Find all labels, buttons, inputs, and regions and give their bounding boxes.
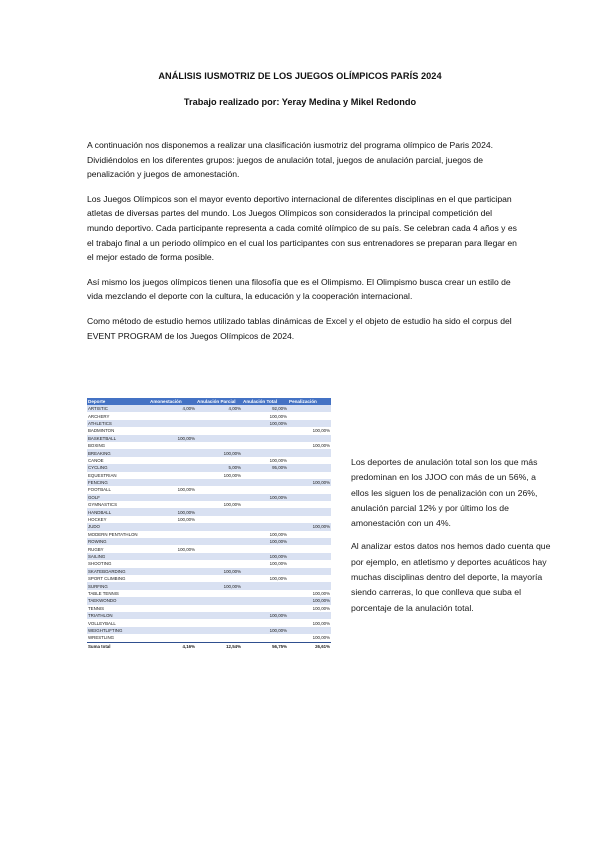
percentage-cell: 100,00% bbox=[288, 479, 331, 486]
intro-body bbox=[87, 138, 519, 353]
sport-name-cell: TENNIS bbox=[88, 605, 105, 611]
percentage-cell bbox=[288, 575, 331, 582]
percentage-cell bbox=[196, 634, 242, 642]
table-row bbox=[87, 494, 331, 501]
table-row bbox=[87, 405, 331, 412]
paragraph-analysis: Al analizar estos datos nos hemos dado cuenta que por ejemplo, en atletismo y deportes acuáticos hay muchas disciplinas dentro del deporte, la mayoría siendo carreras, lo que conlleva que suba el porcentaje de la anulación total. bbox=[351, 541, 551, 613]
percentage-cell bbox=[288, 449, 331, 456]
percentage-cell bbox=[149, 627, 196, 634]
header-anulacion-parcial: Anulación Parcial bbox=[196, 398, 242, 405]
sport-name-cell: FOOTBALL bbox=[88, 487, 111, 493]
sport-name-cell: SAILING bbox=[87, 553, 149, 560]
percentage-cell bbox=[242, 619, 288, 626]
percentage-cell: 100,00% bbox=[269, 576, 287, 582]
table-row bbox=[87, 568, 331, 575]
percentage-cell bbox=[242, 597, 288, 604]
percentage-cell bbox=[288, 612, 331, 619]
sport-name-cell: SHOOTING bbox=[88, 561, 112, 567]
sport-name-cell: BASKETBALL bbox=[87, 435, 149, 442]
percentage-cell: 100,00% bbox=[288, 597, 331, 604]
percentage-cell bbox=[242, 590, 288, 597]
percentage-cell bbox=[149, 560, 196, 567]
percentage-cell bbox=[196, 627, 242, 634]
sport-name-cell: CANOE bbox=[88, 457, 104, 463]
percentage-cell bbox=[196, 457, 242, 464]
percentage-cell: 100,00% bbox=[196, 568, 242, 575]
percentage-cell bbox=[288, 464, 331, 471]
percentage-cell: 100,00% bbox=[288, 523, 331, 530]
percentage-cell: 100,00% bbox=[223, 472, 241, 478]
table-row bbox=[87, 427, 331, 434]
percentage-cell bbox=[242, 479, 288, 486]
percentage-cell bbox=[288, 508, 331, 515]
percentage-cell bbox=[149, 634, 196, 642]
percentage-cell bbox=[149, 479, 196, 486]
table-row bbox=[87, 508, 331, 515]
percentage-cell bbox=[196, 590, 242, 597]
total-amonestacion: 4,16% bbox=[149, 642, 196, 650]
percentage-cell bbox=[288, 420, 331, 427]
percentage-cell bbox=[149, 568, 196, 575]
sport-name-cell: WEIGHTLIFTING bbox=[87, 627, 149, 634]
total-label: Suma total bbox=[87, 642, 149, 650]
total-penalizacion: 26,61% bbox=[288, 642, 331, 650]
percentage-cell bbox=[288, 457, 331, 464]
percentage-cell bbox=[196, 508, 242, 515]
percentage-cell: 4,00% bbox=[196, 405, 242, 412]
table-row bbox=[87, 435, 331, 442]
sport-name-cell: SPORT CLIMBING bbox=[88, 576, 126, 582]
document-title: ANÁLISIS IUSMOTRIZ DE LOS JUEGOS OLÍMPICOS PARÍS 2024 bbox=[158, 71, 442, 81]
percentage-cell bbox=[196, 575, 242, 582]
percentage-cell bbox=[288, 516, 331, 523]
sport-name-cell: HANDBALL bbox=[87, 508, 149, 515]
percentage-cell bbox=[242, 634, 288, 642]
table-row bbox=[87, 464, 331, 471]
percentage-cell: 100,00% bbox=[242, 494, 288, 501]
percentage-cell: 100,00% bbox=[196, 582, 242, 589]
table-row bbox=[87, 516, 331, 523]
percentage-cell bbox=[196, 412, 242, 419]
percentage-cell bbox=[196, 612, 242, 619]
percentage-cell bbox=[288, 545, 331, 552]
percentage-cell bbox=[149, 457, 196, 464]
table-row bbox=[87, 634, 331, 642]
percentage-cell bbox=[149, 619, 196, 626]
percentage-cell bbox=[196, 427, 242, 434]
percentage-cell: 100,00% bbox=[242, 420, 288, 427]
header-anulacion-total: Anulación Total bbox=[242, 398, 288, 405]
percentage-cell: 100,00% bbox=[269, 457, 287, 463]
sport-name-cell: ROWING bbox=[87, 538, 149, 545]
percentage-cell: 100,00% bbox=[312, 635, 330, 641]
percentage-cell bbox=[149, 538, 196, 545]
table-row bbox=[87, 605, 331, 612]
sport-name-cell: VOLLEYBALL bbox=[88, 620, 116, 626]
analysis-text bbox=[351, 455, 556, 624]
table-row bbox=[87, 619, 331, 626]
percentage-cell bbox=[242, 582, 288, 589]
percentage-cell: 100,00% bbox=[149, 508, 196, 515]
percentage-cell bbox=[242, 449, 288, 456]
table-row bbox=[87, 582, 331, 589]
sport-name-cell: MODERN PENTATHLON bbox=[88, 531, 138, 537]
table-row bbox=[87, 590, 331, 597]
table-row bbox=[87, 545, 331, 552]
sport-name-cell: TABLE TENNIS bbox=[88, 590, 119, 596]
sport-name-cell: BREAKING bbox=[87, 449, 149, 456]
sport-name-cell: TAEKWONDO bbox=[87, 597, 149, 604]
table-row bbox=[87, 479, 331, 486]
percentage-cell bbox=[196, 494, 242, 501]
table-row bbox=[87, 538, 331, 545]
paragraph-method: Como método de estudio hemos utilizado tablas dinámicas de Excel y el objeto de estudio ha sido el corpus del EVENT PROGRAM de los Juegos Olímpicos de 2024. bbox=[87, 315, 512, 341]
percentage-cell bbox=[288, 486, 331, 493]
table-body bbox=[87, 405, 331, 642]
percentage-cell bbox=[242, 501, 288, 508]
percentage-cell bbox=[288, 553, 331, 560]
table-row bbox=[87, 412, 331, 419]
sport-name-cell: GOLF bbox=[87, 494, 149, 501]
percentage-cell bbox=[149, 420, 196, 427]
percentage-cell: 100,00% bbox=[269, 531, 287, 537]
paragraph-olympism: Así mismo los juegos olímpicos tienen una filosofía que es el Olimpismo. El Olimpismo busca crear un estilo de vida mezclando el deporte con la cultura, la educación y la cooperación internacional. bbox=[87, 276, 511, 302]
percentage-cell bbox=[149, 597, 196, 604]
sport-name-cell: ARTISTIC bbox=[87, 405, 149, 412]
percentage-cell: 4,00% bbox=[149, 405, 196, 412]
percentage-cell bbox=[149, 523, 196, 530]
percentage-cell bbox=[242, 435, 288, 442]
percentage-cell bbox=[242, 442, 288, 449]
header-penalizacion: Penalización bbox=[288, 398, 331, 405]
sport-name-cell: CYCLING bbox=[87, 464, 149, 471]
sport-name-cell: SURFING bbox=[87, 582, 149, 589]
percentage-cell: 100,00% bbox=[177, 487, 195, 493]
percentage-cell bbox=[242, 427, 288, 434]
percentage-cell: 100,00% bbox=[177, 546, 195, 552]
percentage-cell bbox=[149, 442, 196, 449]
percentage-cell bbox=[149, 472, 196, 479]
table-row bbox=[87, 627, 331, 634]
percentage-cell: 92,00% bbox=[242, 405, 288, 412]
percentage-cell bbox=[242, 486, 288, 493]
sport-name-cell: GYMNASTICS bbox=[88, 502, 118, 508]
percentage-cell bbox=[288, 538, 331, 545]
percentage-cell: 100,00% bbox=[149, 435, 196, 442]
paragraph-olympics: Los Juegos Olímpicos son el mayor evento deportivo internacional de diferentes disciplinas en el que participan atletas de diversas partes del mundo. Los Juegos Olímpicos son considerados la principal competición del mundo deportivo. Cada participante representa a cada comité olímpico de su país. Se celebran cada 4 años y es el trabajo final a un periodo olímpico en el cual los participantes con sus entrenadores se preparan para llegar en el mejor estado de forma posible. bbox=[87, 193, 517, 263]
sport-name-cell: SKATEBOARDING bbox=[87, 568, 149, 575]
percentage-cell bbox=[149, 464, 196, 471]
percentage-cell: 100,00% bbox=[269, 413, 287, 419]
percentage-cell: 100,00% bbox=[312, 605, 330, 611]
sport-name-cell: BOXING bbox=[88, 443, 106, 449]
percentage-cell bbox=[242, 523, 288, 530]
percentage-cell bbox=[149, 427, 196, 434]
percentage-cell bbox=[149, 412, 196, 419]
sport-name-cell: ARCHERY bbox=[88, 413, 110, 419]
percentage-cell bbox=[196, 597, 242, 604]
percentage-cell bbox=[149, 612, 196, 619]
percentage-cell bbox=[149, 575, 196, 582]
percentage-cell bbox=[149, 494, 196, 501]
percentage-cell bbox=[196, 545, 242, 552]
sport-name-cell: HOCKEY bbox=[88, 517, 107, 523]
percentage-cell: 100,00% bbox=[312, 620, 330, 626]
sport-name-cell: WRESTLING bbox=[88, 635, 115, 641]
percentage-cell bbox=[288, 531, 331, 538]
percentage-cell bbox=[288, 501, 331, 508]
sport-name-cell: JUDO bbox=[87, 523, 149, 530]
percentage-cell bbox=[196, 619, 242, 626]
total-anulacion-parcial: 12,54% bbox=[196, 642, 242, 650]
percentage-cell bbox=[288, 582, 331, 589]
sport-name-cell: FENCING bbox=[87, 479, 149, 486]
table-row bbox=[87, 420, 331, 427]
header-amonestacion: Amonestación bbox=[149, 398, 196, 405]
table-header-row bbox=[87, 398, 331, 405]
percentage-cell bbox=[242, 472, 288, 479]
percentage-cell: 100,00% bbox=[312, 443, 330, 449]
sport-name-cell: RUGBY bbox=[88, 546, 104, 552]
table-row bbox=[87, 553, 331, 560]
percentage-cell bbox=[288, 560, 331, 567]
percentage-cell bbox=[196, 442, 242, 449]
percentage-cell: 100,00% bbox=[312, 590, 330, 596]
table-total-row bbox=[87, 642, 331, 650]
paragraph-results: Los deportes de anulación total son los que más predominan en los JJOO con más de un 56%, a ellos les siguen los de penalización con un 26%, anulación parcial 12% y por último los de amonestación con un 4%. bbox=[351, 457, 538, 529]
paragraph-intro: A continuación nos disponemos a realizar una clasificación iusmotriz del programa olímpico de Paris 2024. Dividiéndolos en los diferentes grupos: juegos de anulación total, juegos de anulación parcial, juegos de penalización y juegos de amonestación. bbox=[87, 140, 494, 180]
percentage-cell bbox=[149, 605, 196, 612]
percentage-cell bbox=[196, 486, 242, 493]
percentage-cell: 100,00% bbox=[312, 428, 330, 434]
table-row bbox=[87, 472, 331, 479]
table-row bbox=[87, 449, 331, 456]
percentage-cell bbox=[242, 516, 288, 523]
sport-name-cell: EQUESTRIAN bbox=[88, 472, 117, 478]
percentage-cell: 100,00% bbox=[269, 561, 287, 567]
table-row bbox=[87, 531, 331, 538]
percentage-cell bbox=[196, 523, 242, 530]
percentage-cell bbox=[149, 501, 196, 508]
percentage-cell: 100,00% bbox=[196, 449, 242, 456]
percentage-cell bbox=[288, 494, 331, 501]
percentage-cell bbox=[288, 405, 331, 412]
percentage-cell bbox=[242, 605, 288, 612]
percentage-cell bbox=[196, 538, 242, 545]
percentage-cell bbox=[288, 412, 331, 419]
percentage-cell: 100,00% bbox=[242, 538, 288, 545]
header-sport: Deporte bbox=[87, 398, 149, 405]
percentage-cell bbox=[242, 545, 288, 552]
total-anulacion-total: 56,75% bbox=[242, 642, 288, 650]
percentage-cell bbox=[149, 531, 196, 538]
percentage-cell: 100,00% bbox=[177, 517, 195, 523]
percentage-cell bbox=[196, 435, 242, 442]
percentage-cell: 100,00% bbox=[242, 627, 288, 634]
percentage-cell: 100,00% bbox=[242, 612, 288, 619]
percentage-cell bbox=[196, 605, 242, 612]
percentage-cell bbox=[196, 420, 242, 427]
sport-name-cell: TRIATHLON bbox=[87, 612, 149, 619]
table-row bbox=[87, 486, 331, 493]
percentage-cell bbox=[196, 531, 242, 538]
pivot-table bbox=[87, 398, 331, 650]
percentage-cell bbox=[149, 449, 196, 456]
percentage-cell bbox=[242, 568, 288, 575]
table-row bbox=[87, 575, 331, 582]
sport-name-cell: BADMINTON bbox=[88, 428, 115, 434]
percentage-cell bbox=[196, 479, 242, 486]
document-subtitle: Trabajo realizado por: Yeray Medina y Mikel Redondo bbox=[183, 97, 417, 107]
percentage-cell bbox=[196, 560, 242, 567]
percentage-cell: 100,00% bbox=[223, 502, 241, 508]
table-row bbox=[87, 457, 331, 464]
percentage-cell: 95,00% bbox=[242, 464, 288, 471]
percentage-cell bbox=[149, 590, 196, 597]
table-row bbox=[87, 560, 331, 567]
percentage-cell: 5,00% bbox=[196, 464, 242, 471]
table-row bbox=[87, 523, 331, 530]
percentage-cell bbox=[288, 568, 331, 575]
percentage-cell bbox=[288, 435, 331, 442]
percentage-cell bbox=[288, 627, 331, 634]
percentage-cell bbox=[196, 516, 242, 523]
table-row bbox=[87, 501, 331, 508]
sport-name-cell: ATHLETICS bbox=[87, 420, 149, 427]
percentage-cell bbox=[149, 553, 196, 560]
table-row bbox=[87, 442, 331, 449]
percentage-cell bbox=[196, 553, 242, 560]
table-row bbox=[87, 612, 331, 619]
percentage-cell bbox=[149, 582, 196, 589]
percentage-cell bbox=[242, 508, 288, 515]
table-row bbox=[87, 597, 331, 604]
percentage-cell: 100,00% bbox=[242, 553, 288, 560]
percentage-cell bbox=[288, 472, 331, 479]
